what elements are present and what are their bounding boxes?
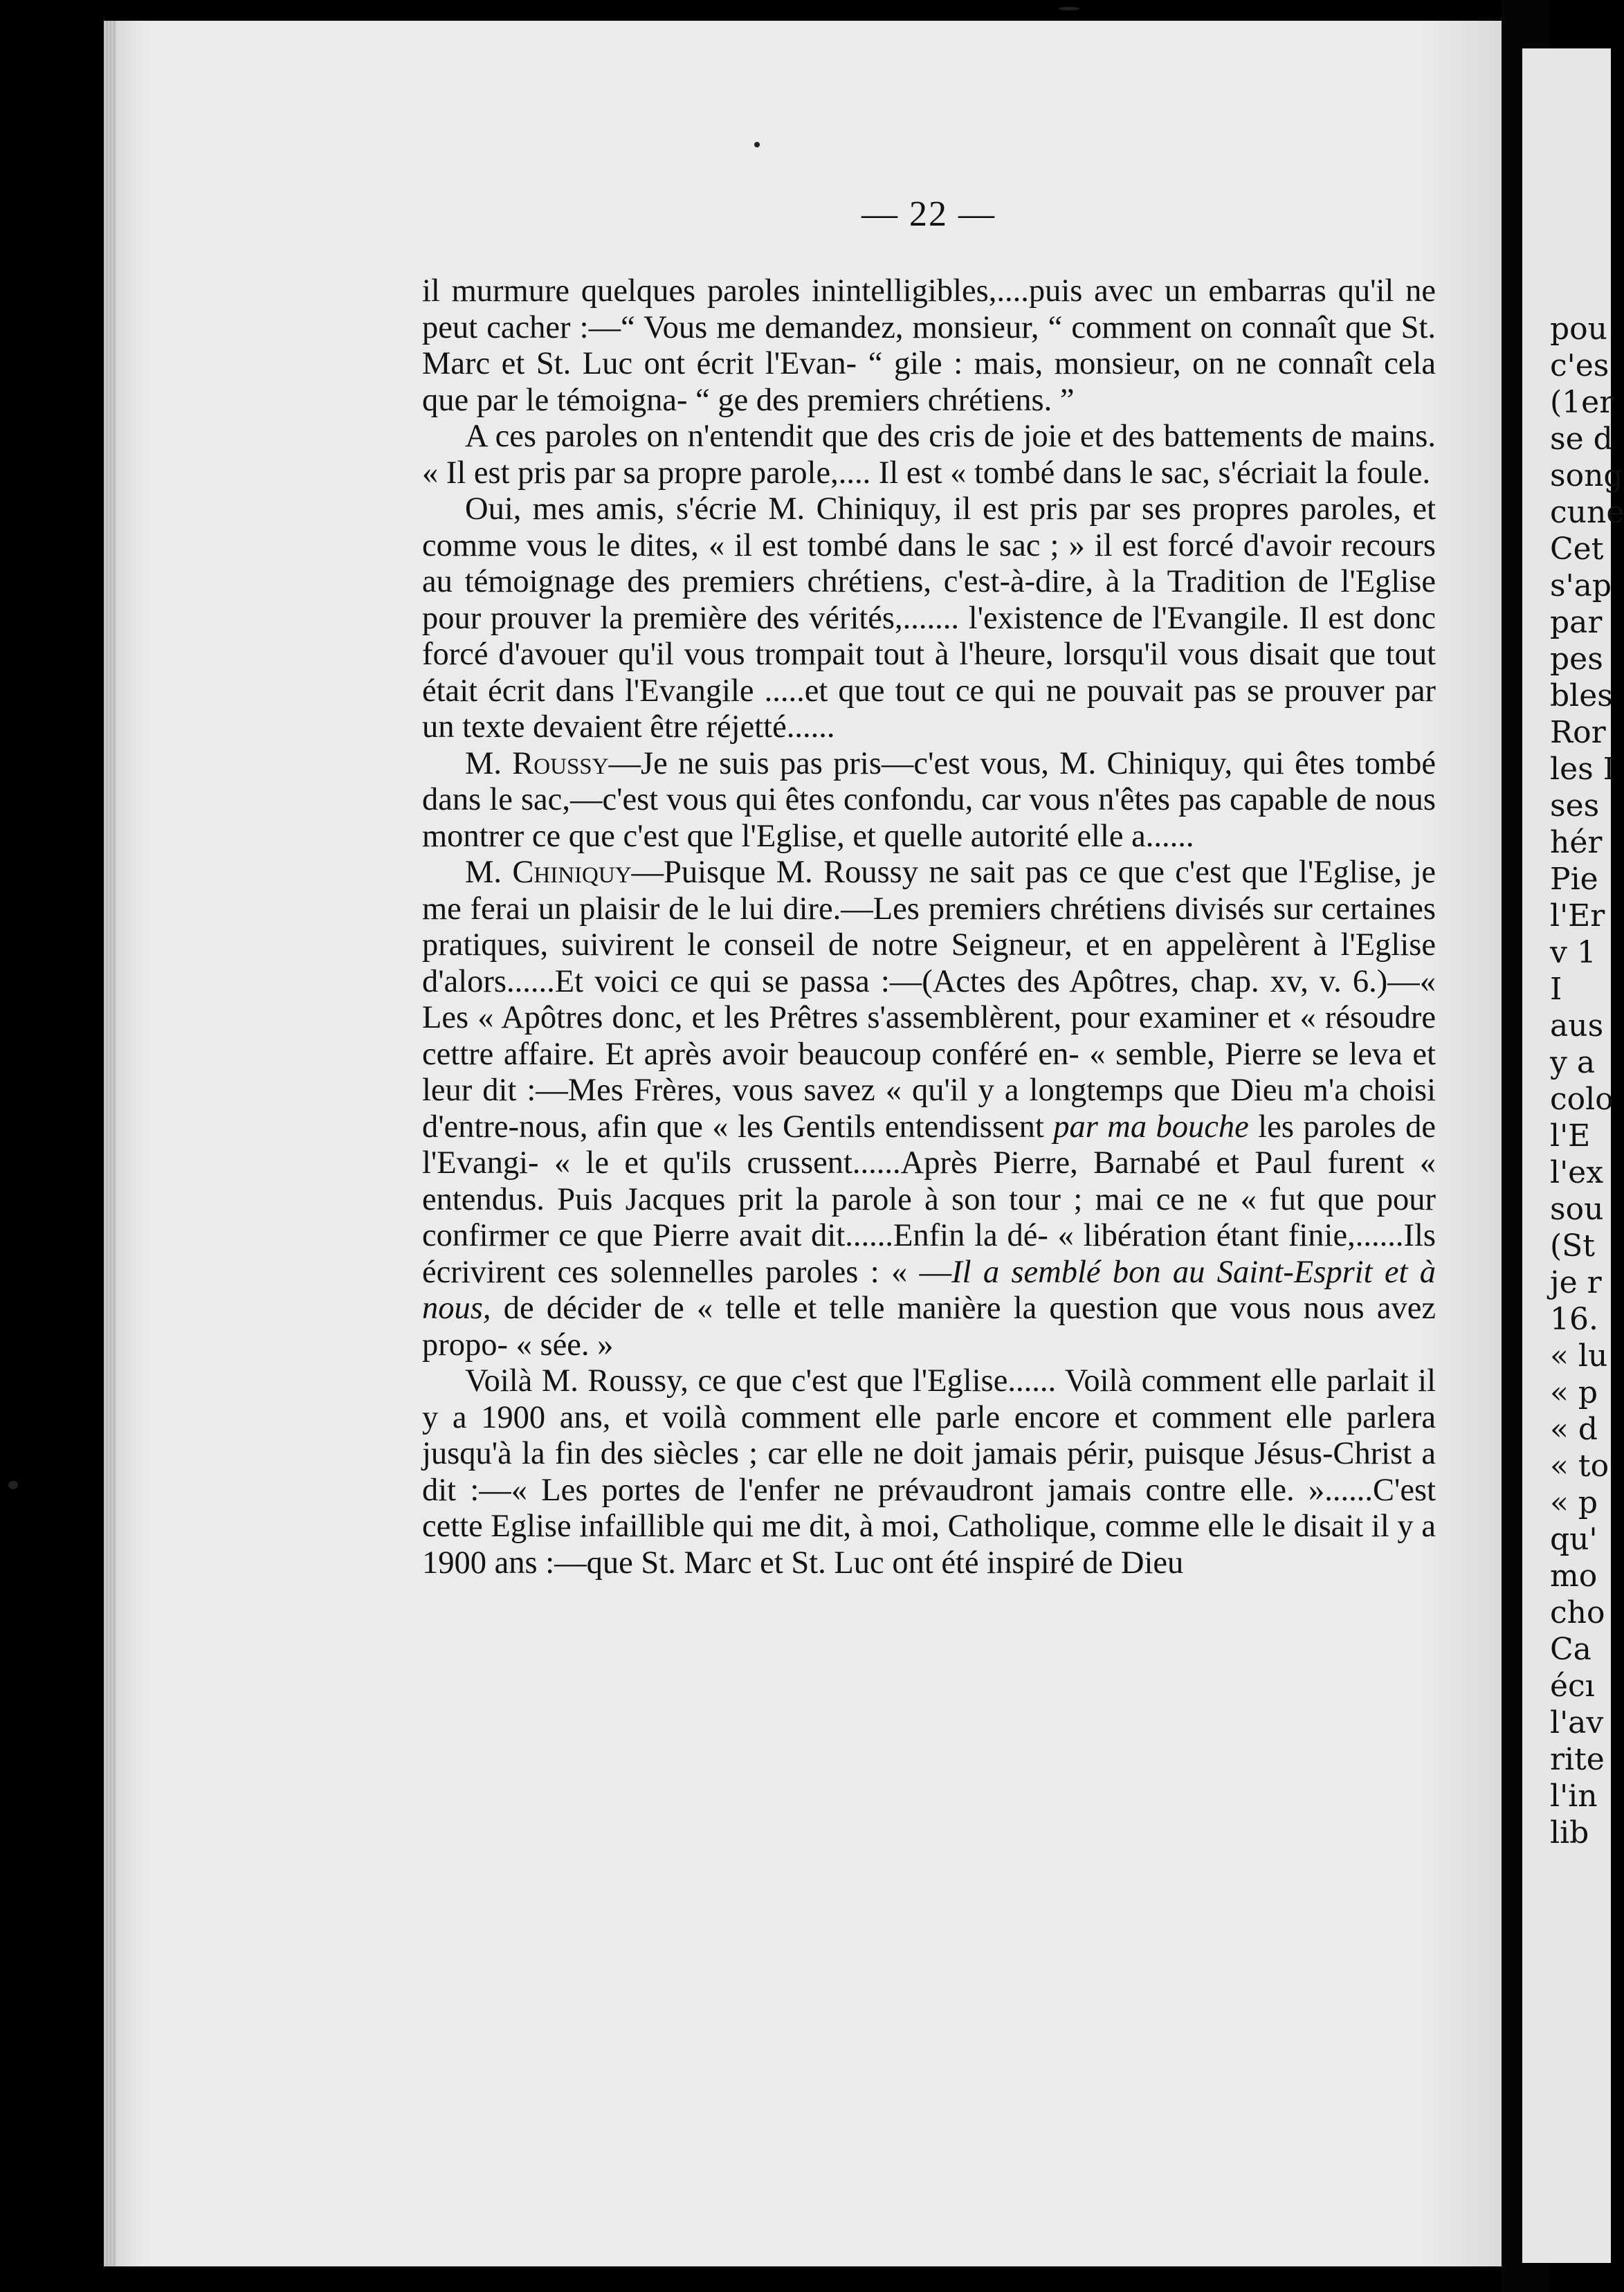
speech-text: de décider de « telle et telle manière la question que vous nous avez propo- « sée. » — [422, 1291, 1436, 1363]
facing-page-line: aus — [1550, 1008, 1604, 1044]
facing-page-line: Cet — [1550, 531, 1604, 567]
scan-speck — [754, 142, 760, 147]
paragraph-4 — [422, 746, 1436, 855]
paragraph-6: Voilà M. Roussy, ce que c'est que l'Eglise...... Voilà comment elle parlait il y a 1900 ans, et voilà comment elle parle encore et comment elle parlera jusqu'à la fin des siècles ; car elle ne doit jamais périr, puisque Jésus-Christ a dit :—« Les portes de l'enfer ne prévaudront jamais contre elle. »......C'est cette Eglise infaillible qui me dit, à moi, Catholique, comme elle le disait il y a 1900 ans :—que St. Marc et St. Luc ont été inspiré de Dieu — [422, 1363, 1436, 1581]
paragraph-2: A ces paroles on n'entendit que des cris de joie et des battements de mains. « Il est pris par sa propre parole,.... Il est « tombé dans le sac, s'écriait la foule. — [422, 419, 1436, 491]
speech-text: les paroles de l'Evangi- « le et qu'ils crussent......Après Pierre, Barnabé et Paul furent « entendus. Puis Jacques prit la parole à son tour ; mai ce ne « fut que pour confirmer ce que Pierre avait dit......Enfin la dé- « libération étant finie,......Ils écrivirent ces solennelles paroles : « — — [422, 1109, 1436, 1290]
paragraph-5 — [422, 855, 1436, 1363]
facing-page-line: s'ap — [1550, 568, 1612, 603]
facing-page-line: l'E — [1550, 1118, 1591, 1154]
facing-page-line: qu' — [1550, 1522, 1598, 1557]
facing-page-line: ses — [1550, 788, 1600, 824]
facing-page-line: sou — [1550, 1192, 1604, 1227]
paragraph-3: Oui, mes amis, s'écrie M. Chiniquy, il est pris par ses propres paroles, et comme vous le dites, « il est tombé dans le sac ; » il est forcé d'avoir recours au témoignage des premiers chrétiens, c'est-à-dire, à la Tradition de l'Eglise pour prouver la première des vérités,....... l'existence de l'Evangile. Il est donc forcé d'avouer qu'il vous trompait tout à l'heure, lorsqu'il vous disait que tout était écrit dans l'Evangile .....et que tout ce qui ne pouvait pas se prouver par un texte devaient être réjetté...... — [422, 491, 1436, 745]
facing-page-line: bles — [1550, 678, 1613, 713]
speech-text: —Puisque M. Roussy ne sait pas ce que c'est que l'Eglise, je me ferai un plaisir de le lui dire.—Les premiers chrétiens divisés sur certaines pratiques, suivirent le conseil de notre Seigneur, et en appelèrent à l'Eglise d'alors......Et voici ce qui se passa :—(Actes des Apôtres, chap. xv, v. 6.)—« Les « Apôtres donc, et les Prêtres s'assemblèrent, pour examiner et « résoudre cettre affaire. Et après avoir beaucoup conféré en- « semble, Pierre se leva et leur dit :—Mes Frères, vous savez « qu'il y a longtemps que Dieu m'a choisi d'entre-nous, afin que « les Gentils entendissent — [422, 855, 1436, 1145]
facing-page-line: pes — [1550, 642, 1603, 677]
facing-page-line: l'av — [1550, 1705, 1604, 1740]
facing-page-line: mo — [1550, 1558, 1598, 1594]
facing-page-line: y a — [1550, 1045, 1596, 1080]
page-body-text — [422, 273, 1436, 1581]
facing-page-line: cho — [1550, 1595, 1605, 1630]
facing-page-line: se d — [1550, 421, 1613, 457]
scan-speck — [8, 1481, 18, 1489]
facing-page-line: lib — [1550, 1815, 1589, 1850]
facing-page-line: les I — [1550, 752, 1616, 787]
facing-page-line: écı — [1550, 1668, 1595, 1704]
speaker-name: M. Chiniquy — [465, 855, 632, 890]
facing-page-line: « p — [1550, 1485, 1598, 1520]
italic-phrase: par ma bouche — [1053, 1109, 1249, 1145]
facing-page-line: colo — [1550, 1082, 1614, 1117]
facing-page-line: 16. — [1550, 1302, 1598, 1337]
paragraph-1: il murmure quelques paroles inintelligibles,....puis avec un embarras qu'il ne peut cacher :—“ Vous me demandez, monsieur, “ comment on connaît que St. Marc et St. Luc ont écrit l'Evan- “ gile : mais, monsieur, on ne connaît cela que par le témoigna- “ ge des premiers chrétiens. ” — [422, 273, 1436, 418]
facing-page-line: l'in — [1550, 1779, 1598, 1814]
facing-page-line: l'ex — [1550, 1155, 1604, 1190]
facing-page-line: (1er — [1550, 385, 1614, 420]
facing-page-line: v 1 — [1550, 935, 1596, 970]
facing-page-line: je r — [1550, 1265, 1602, 1300]
facing-page-line: l'Er — [1550, 898, 1605, 934]
facing-page-line: cune — [1550, 495, 1624, 530]
facing-page-line: (St — [1550, 1228, 1595, 1264]
facing-page-line: Ca — [1550, 1632, 1591, 1667]
speaker-name: M. Roussy — [465, 745, 609, 781]
facing-page-line: « lu — [1550, 1338, 1608, 1374]
page-number: — 22 — — [861, 194, 996, 234]
facing-page-line: par — [1550, 605, 1603, 640]
scan-speck — [1059, 7, 1079, 10]
facing-page-fragment — [1522, 48, 1624, 2263]
facing-page-line: Ror — [1550, 715, 1606, 750]
facing-page-line: hér — [1550, 825, 1603, 860]
speech-text: —Je ne suis pas pris—c'est vous, M. Chiniquy, qui êtes tombé dans le sac,—c'est vous qui êtes confondu, car vous n'êtes pas capable de nous montrer ce que c'est que l'Eglise, et quelle autorité elle a...... — [422, 745, 1436, 854]
facing-page-line: I — [1550, 972, 1562, 1007]
facing-page-line: « to — [1550, 1448, 1609, 1484]
italic-quote: Il a semblé bon au Saint-Esprit et à nous, — [422, 1254, 1436, 1326]
facing-page-line: pou — [1550, 311, 1607, 347]
facing-page-line: c'es — [1550, 348, 1609, 383]
facing-page-line: song — [1550, 458, 1623, 493]
page-edge-stack — [104, 21, 116, 2266]
facing-page-line: rite — [1550, 1742, 1605, 1777]
facing-page-line: « p — [1550, 1375, 1598, 1410]
facing-page-line: « d — [1550, 1412, 1598, 1447]
facing-page-line: Pie — [1550, 862, 1598, 897]
